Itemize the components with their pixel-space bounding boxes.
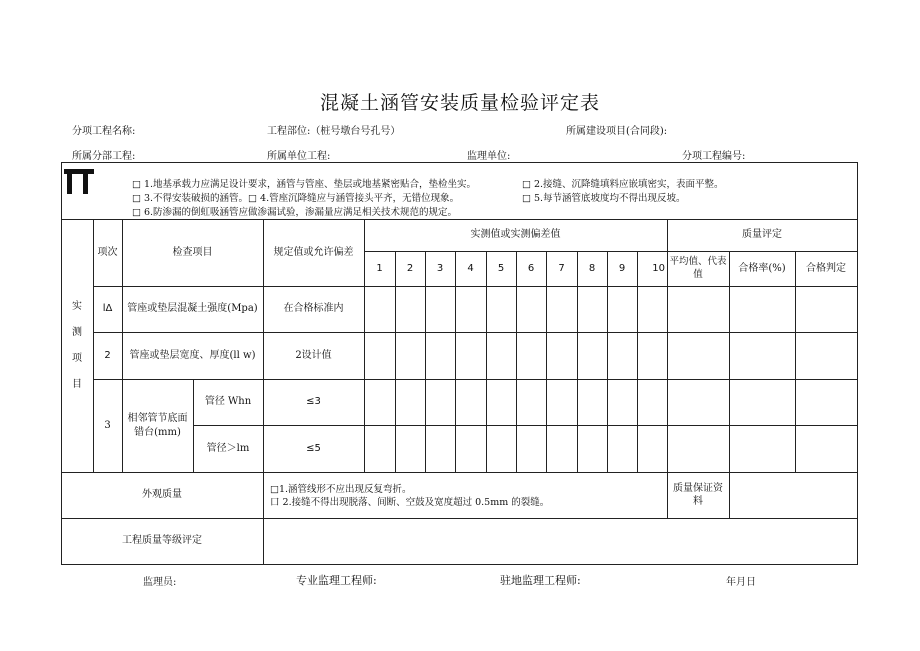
measured-side-label: 实 测 项 目 — [72, 300, 82, 390]
requirement-5: □ 5.每节涵管底坡度均不得出现反坡。 — [522, 193, 686, 204]
row1-tolerance: 在合格标准内 — [283, 303, 344, 315]
appearance-items — [270, 483, 549, 509]
col-2: 2 — [406, 262, 414, 274]
col-5: 5 — [497, 262, 505, 274]
requirement-1: □ 1.地基承载力应满足设计要求，涵管与管座、垫层或地基紧密贴合，垫检坐实。 — [132, 179, 477, 190]
row1-item: 管座或垫层混凝土强度(Mpa) — [127, 303, 258, 315]
row1-no: lΔ — [102, 303, 113, 315]
basic-requirements-mark-icon — [62, 166, 96, 196]
supervision-unit-label: 监理单位: — [467, 151, 511, 162]
signature-date: 年月日 — [726, 577, 756, 588]
appearance-label: 外观质量 — [142, 489, 182, 501]
col-4: 4 — [467, 262, 474, 274]
signature-resident-engineer: 驻地监理工程师: — [500, 574, 581, 587]
position-label: 工程部位:（桩号墩台号孔号） — [267, 126, 401, 137]
page-title: 混凝土涵管安装质量检验评定表 — [319, 92, 600, 114]
requirement-2: □ 2.接缝、沉降缝填料应嵌填密实，表面平整。 — [522, 179, 724, 190]
row2-item: 管座或垫层宽度、厚度(ll w) — [129, 349, 256, 361]
contract-label: 所属建设项目(合同段): — [566, 126, 668, 137]
col-10: 10 — [652, 262, 665, 274]
requirement-6: □ 6.防渗漏的倒虹吸涵管应做渗漏试验，渗漏量应满足相关技术规范的规定。 — [132, 207, 458, 218]
subproject-name-label: 分项工程名称: — [72, 126, 136, 137]
grade-label: 工程质量等级评定 — [122, 535, 202, 547]
header-pass-rate: 合格率(%) — [738, 262, 786, 274]
row3-sub2-tolerance: ≤5 — [306, 442, 321, 454]
row3-no: 3 — [104, 419, 111, 431]
col-3: 3 — [436, 262, 444, 274]
row2-no: 2 — [104, 349, 111, 361]
header-item-no: 项次 — [97, 246, 118, 258]
subproject-code-label: 分项工程编号: — [682, 151, 746, 162]
quality-assurance-label: 质量保证资料 — [673, 482, 723, 507]
row3-item: 相邻管节底面错台(mm) — [127, 413, 188, 438]
col-6: 6 — [527, 262, 535, 274]
construction-unit-label: 所属单位工程: — [267, 151, 331, 162]
row3-sub2-condition: 管径＞lm — [206, 442, 250, 454]
row3-sub1-tolerance: ≤3 — [306, 396, 321, 408]
row2-tolerance: 2设计值 — [295, 349, 332, 361]
col-9: 9 — [618, 262, 626, 274]
signature-professional-engineer: 专业监理工程师: — [296, 574, 377, 587]
requirement-3-4: □ 3.不得安装破损的涵管。□ 4.管座沉降缝应与涵管接头平齐，无错位现象。 — [132, 193, 460, 204]
appearance-item-2: 口 2.接缝不得出现脱落、间断、空鼓及宽度超过 0.5mm 的裂缝。 — [270, 497, 550, 508]
header-judgement: 合格判定 — [806, 262, 846, 274]
header-measured-values: 实测值或实测偏差值 — [470, 229, 561, 241]
signature-supervisor: 监理员: — [143, 577, 177, 588]
col-7: 7 — [558, 262, 565, 274]
col-8: 8 — [588, 262, 596, 274]
appearance-item-1: □1.涵管线形不应出现反复弯折。 — [270, 484, 412, 495]
col-1: 1 — [376, 262, 383, 274]
division-label: 所属分部工程: — [72, 151, 136, 162]
row3-sub1-condition: 管径 Whn — [204, 396, 252, 408]
header-check-item: 检查项目 — [172, 246, 213, 258]
header-average: 平均值、代表值 — [669, 255, 727, 280]
header-tolerance: 规定值或允许偏差 — [273, 246, 354, 258]
header-quality-eval: 质量评定 — [742, 229, 782, 241]
